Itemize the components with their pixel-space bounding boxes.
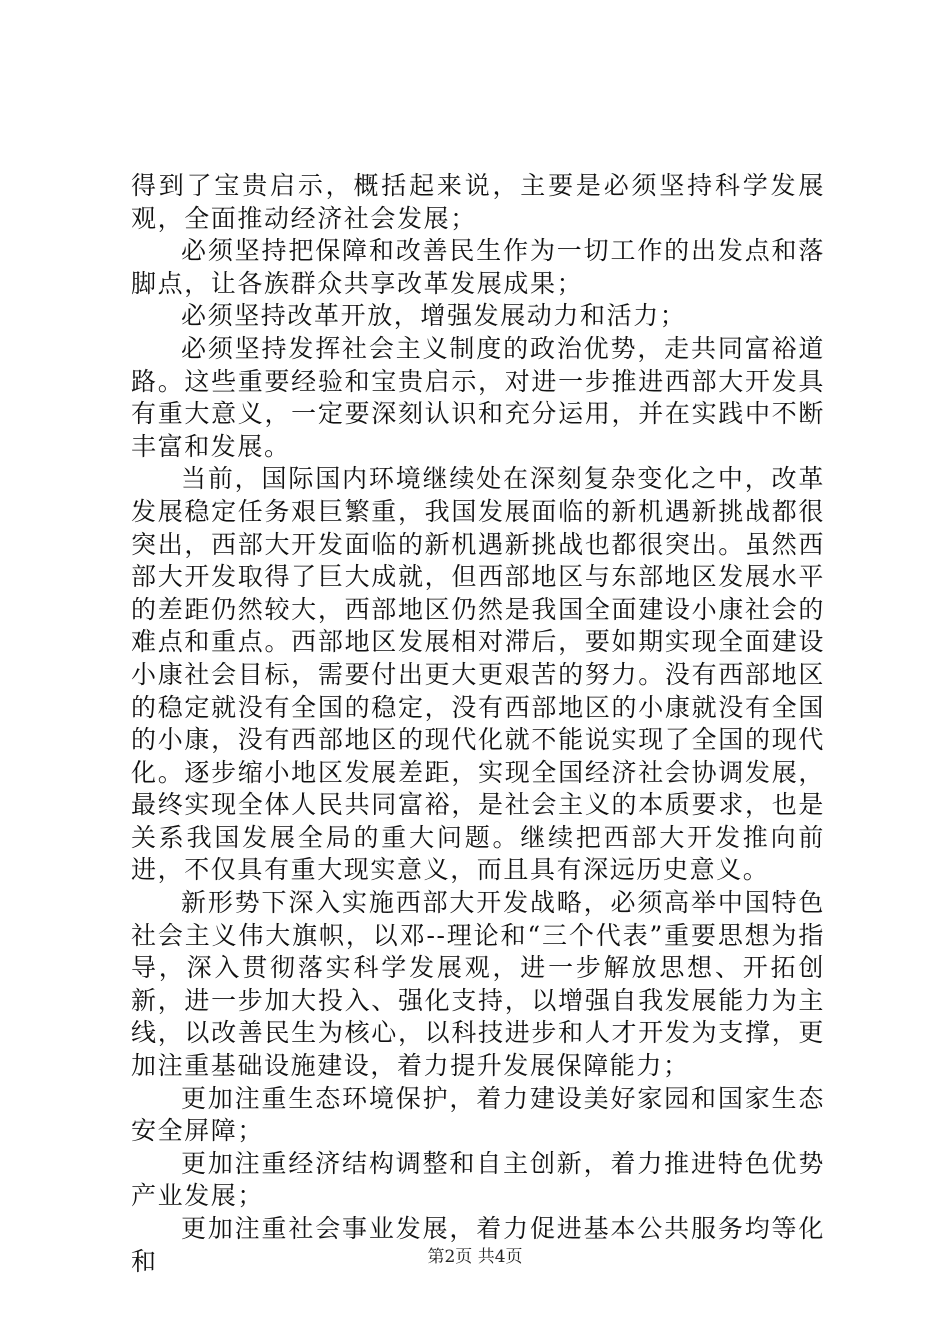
paragraph-9: 更加注重社会事业发展，着力促进基本公共服务均等化和	[131, 1214, 825, 1276]
paragraph-7: 更加注重生态环境保护，着力建设美好家园和国家生态安全屏障；	[131, 1083, 825, 1146]
paragraph-1: 得到了宝贵启示，概括起来说，主要是必须坚持科学发展观，全面推动经济社会发展；	[131, 171, 825, 233]
paragraph-3: 必须坚持改革开放，增强发展动力和活力；	[181, 301, 687, 331]
page-number-footer: 第2页 共4页	[427, 1247, 523, 1267]
paragraph-8: 更加注重经济结构调整和自主创新，着力推进特色优势产业发展；	[131, 1148, 825, 1211]
paragraph-6: 新形势下深入实施西部大开发战略，必须高举中国特色社会主义伟大旗帜，以邓--理论和“三个代表”重要思想为指导，深入贯彻落实科学发展观，进一步解放思想、开拓创新，进一步加大投入、强化支持，以增强自我发展能力为主线，以改善民生为核心，以科技进步和人才开发为支撑，更加注重基础设施建设，着力提升发展保障能力；	[131, 888, 825, 1081]
paragraph-2: 必须坚持把保障和改善民生作为一切工作的出发点和落脚点，让各族群众共享改革发展成果；	[131, 236, 825, 298]
document-body	[131, 170, 825, 1278]
paragraph-4: 必须坚持发挥社会主义制度的政治优势，走共同富裕道路。这些重要经验和宝贵启示，对进一步推进西部大开发具有重大意义，一定要深刻认识和充分运用，并在实践中不断丰富和发展。	[131, 333, 825, 461]
paragraph-5: 当前，国际国内环境继续处在深刻复杂变化之中，改革发展稳定任务艰巨繁重，我国发展面临的新机遇新挑战都很突出，西部大开发面临的新机遇新挑战也都很突出。虽然西部大开发取得了巨大成就，但西部地区与东部地区发展水平的差距仍然较大，西部地区仍然是我国全面建设小康社会的难点和重点。西部地区发展相对滞后，要如期实现全面建设小康社会目标，需要付出更大更艰苦的努力。没有西部地区的稳定就没有全国的稳定，没有西部地区的小康就没有全国的小康，没有西部地区的现代化就不能说实现了全国的现代化。逐步缩小地区发展差距，实现全国经济社会协调发展，最终实现全体人民共同富裕，是社会主义的本质要求，也是关系我国发展全局的重大问题。继续把西部大开发推向前进，不仅具有重大现实意义，而且具有深远历史意义。	[131, 464, 825, 885]
